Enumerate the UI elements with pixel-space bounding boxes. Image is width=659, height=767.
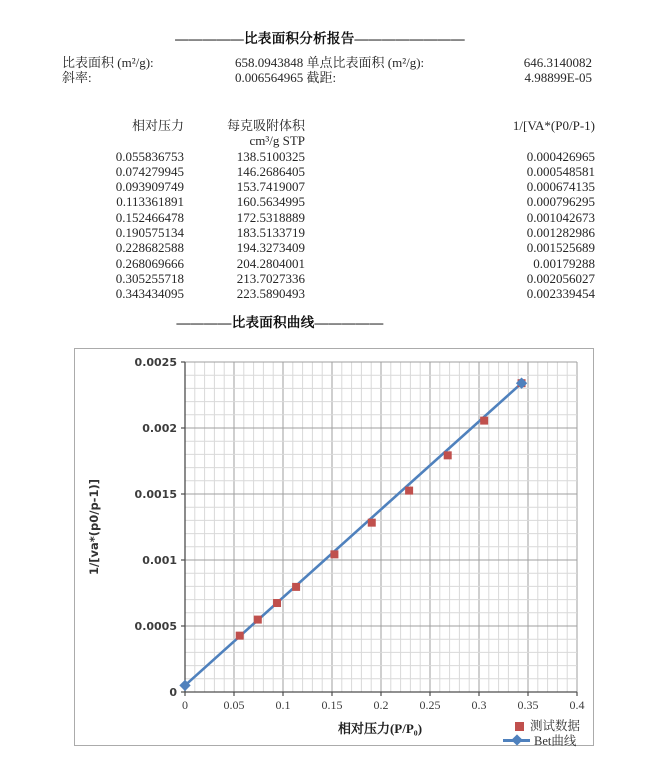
table-row <box>0 271 659 286</box>
bet-data-table <box>0 118 659 302</box>
legend-test-data-label: 测试数据 <box>530 719 581 733</box>
cell-adsorption-volume: 153.7419007 <box>236 179 305 195</box>
legend-bet-curve-label: Bet曲线 <box>534 734 577 748</box>
intercept-label: 截距: <box>306 70 337 85</box>
cell-bet-value: 0.00179288 <box>533 255 595 271</box>
cell-adsorption-volume: 160.5634995 <box>236 194 305 210</box>
slope-value: 0.006564965 <box>235 70 304 85</box>
legend-test-data <box>515 716 581 733</box>
svg-text:0.15: 0.15 <box>321 698 343 712</box>
table-row <box>0 256 659 271</box>
cell-relative-pressure: 0.343434095 <box>115 286 184 302</box>
svg-text:0.0025: 0.0025 <box>134 356 177 369</box>
square-marker-icon <box>515 722 524 731</box>
svg-text:0.1: 0.1 <box>275 698 291 712</box>
table-row <box>0 240 659 255</box>
table-row <box>0 149 659 164</box>
svg-text:0.25: 0.25 <box>419 698 441 712</box>
cell-adsorption-volume: 204.2804001 <box>236 255 305 271</box>
cell-bet-value: 0.000796295 <box>526 194 595 210</box>
svg-text:0.002: 0.002 <box>142 422 177 435</box>
table-row <box>0 194 659 209</box>
header-bet-term: 1/[VA*(P0/P-1) <box>512 118 595 133</box>
svg-text:0.3: 0.3 <box>471 698 487 712</box>
table-header-units-row <box>0 133 659 148</box>
header-relative-pressure: 相对压力 <box>131 118 184 133</box>
surface-area-value-and-single-point-label <box>235 55 424 70</box>
cell-adsorption-volume: 213.7027336 <box>236 270 305 286</box>
legend-bet-curve <box>503 731 577 748</box>
cell-bet-value: 0.002056027 <box>526 270 595 286</box>
cell-relative-pressure: 0.113361891 <box>116 194 184 210</box>
single-point-surface-area-value: 646.3140082 <box>523 55 592 70</box>
surface-area-label: 比表面积 (m²/g): <box>62 55 154 70</box>
svg-text:0.0005: 0.0005 <box>134 620 177 633</box>
table-row <box>0 225 659 240</box>
cell-relative-pressure: 0.152466478 <box>115 209 184 225</box>
cell-adsorption-volume: 194.3273409 <box>236 240 305 256</box>
surface-area-value: 658.0943848 <box>235 55 304 70</box>
y-axis-title: 1/[va*(p0/p-1)] <box>87 479 101 575</box>
svg-text:0.4: 0.4 <box>569 698 585 712</box>
table-header-row <box>0 118 659 133</box>
cell-adsorption-volume: 138.5100325 <box>236 148 305 164</box>
intercept-value: 4.98899E-05 <box>524 70 592 85</box>
cell-relative-pressure: 0.228682588 <box>115 240 184 256</box>
line-marker-icon <box>503 739 530 742</box>
diamond-marker-icon <box>511 734 522 745</box>
svg-text:0.05: 0.05 <box>223 698 245 712</box>
cell-relative-pressure: 0.055836753 <box>115 148 184 164</box>
cell-bet-value: 0.000674135 <box>526 179 595 195</box>
svg-text:0.2: 0.2 <box>373 698 389 712</box>
report-title: —————比表面积分析报告———————— <box>175 31 465 46</box>
cell-bet-value: 0.001042673 <box>526 209 595 225</box>
slope-label: 斜率: <box>62 70 92 85</box>
cell-adsorption-volume: 223.5890493 <box>236 286 305 302</box>
cell-relative-pressure: 0.268069666 <box>115 255 184 271</box>
table-body <box>0 149 659 302</box>
table-row <box>0 179 659 194</box>
cell-bet-value: 0.000426965 <box>526 148 595 164</box>
svg-text:0.0015: 0.0015 <box>134 488 177 501</box>
chart-section-title: ————比表面积曲线————— <box>176 315 384 330</box>
cell-relative-pressure: 0.093909749 <box>115 179 184 195</box>
cell-adsorption-volume: 183.5133719 <box>236 225 305 241</box>
cell-relative-pressure: 0.074279945 <box>115 163 184 179</box>
bet-chart <box>74 348 594 746</box>
bet-chart-svg <box>75 349 593 745</box>
cell-adsorption-volume: 146.2686405 <box>236 163 305 179</box>
x-axis-title: 相对压力(P/P₀) <box>337 721 423 736</box>
cell-bet-value: 0.002339454 <box>526 286 595 302</box>
slope-value-and-intercept-label <box>235 70 336 85</box>
single-point-surface-area-label: 单点比表面积 (m²/g): <box>306 55 425 70</box>
table-row <box>0 164 659 179</box>
svg-text:0.35: 0.35 <box>517 698 539 712</box>
svg-text:0: 0 <box>182 698 188 712</box>
cell-bet-value: 0.000548581 <box>526 163 595 179</box>
table-row <box>0 286 659 301</box>
cell-adsorption-volume: 172.5318889 <box>236 209 305 225</box>
cell-bet-value: 0.001525689 <box>526 240 595 256</box>
svg-text:0: 0 <box>169 686 177 699</box>
table-row <box>0 210 659 225</box>
cell-bet-value: 0.001282986 <box>526 225 595 241</box>
header-adsorption-volume-units: cm³/g STP <box>249 133 305 149</box>
header-adsorption-volume: 每克吸附体积 <box>226 118 305 133</box>
cell-relative-pressure: 0.190575134 <box>115 225 184 241</box>
svg-text:0.001: 0.001 <box>142 554 177 567</box>
cell-relative-pressure: 0.305255718 <box>115 270 184 286</box>
